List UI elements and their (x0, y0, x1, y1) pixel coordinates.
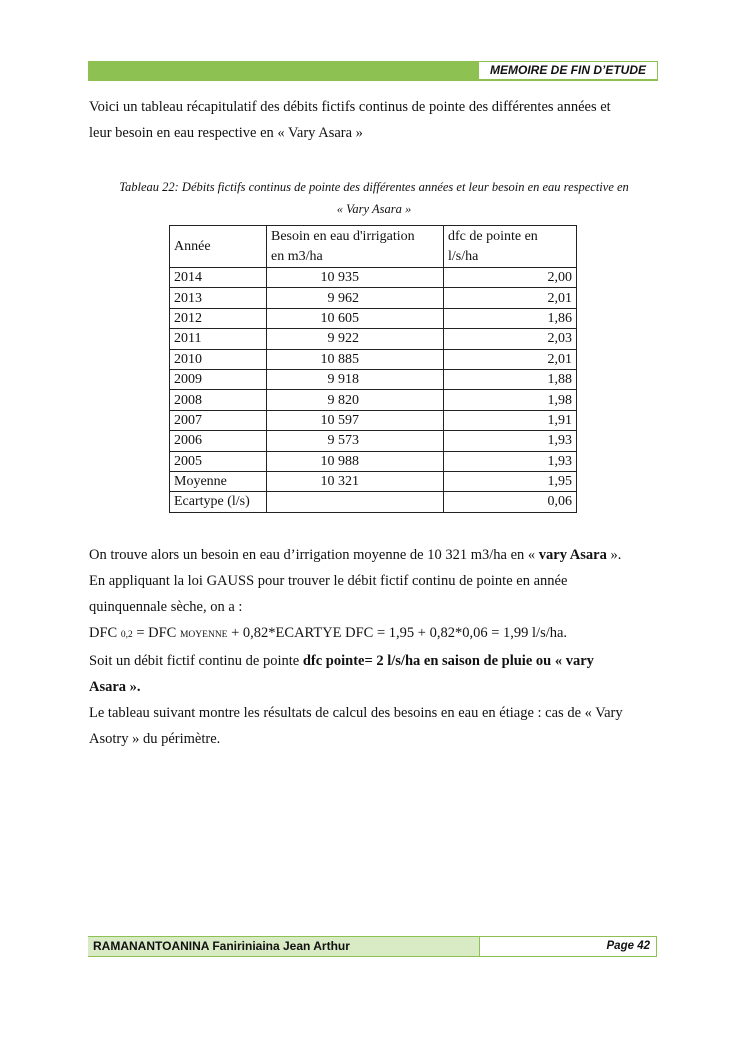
table-caption (89, 174, 659, 218)
cell-besoin-value: 10 321 (320, 474, 359, 490)
data-table (169, 225, 577, 513)
result-line-1-bold: vary Asara (538, 547, 607, 563)
conclusion-text: Soit un débit fictif continu de pointe (89, 653, 303, 669)
header-rule (88, 80, 658, 81)
header-title: MEMOIRE DE FIN D’ETUDE (478, 61, 658, 80)
cell-besoin (267, 451, 444, 471)
intro-line-2: leur besoin en eau respective en « Vary Asara » (89, 125, 363, 141)
cell-besoin-value: 9 922 (327, 331, 359, 347)
header-year: Année (170, 226, 267, 268)
cell-besoin (267, 288, 444, 308)
header-green-bar (88, 61, 478, 80)
cell-dfc: 2,00 (444, 268, 577, 288)
cell-besoin (267, 268, 444, 288)
header-besoin (267, 226, 444, 268)
formula-sub-2: MOYENNE (179, 630, 228, 640)
cell-besoin (267, 329, 444, 349)
cell-dfc: 2,01 (444, 349, 577, 369)
cell-besoin-value: 9 918 (327, 372, 359, 388)
cell-year: Ecartype (l/s) (170, 492, 267, 512)
header-dfc (444, 226, 577, 268)
table-row (170, 308, 577, 328)
cell-besoin (267, 349, 444, 369)
cell-dfc: 1,93 (444, 431, 577, 451)
header-besoin-line-2: en m3/ha (271, 249, 323, 264)
cell-year: 2008 (170, 390, 267, 410)
next-table-line-1: Le tableau suivant montre les résultats de calcul des besoins en eau en étiage : cas de « Vary (89, 705, 623, 721)
cell-year: 2011 (170, 329, 267, 349)
table-row (170, 410, 577, 430)
formula-c: + 0,82*ECARTYE DFC = 1,95 + 0,82*0,06 = 1,99 l/s/ha. (227, 625, 568, 641)
intro-paragraph (89, 94, 649, 146)
table-row (170, 471, 577, 491)
cell-besoin (267, 390, 444, 410)
table-row (170, 431, 577, 451)
cell-dfc: 2,01 (444, 288, 577, 308)
cell-besoin-value: 10 597 (320, 412, 359, 428)
cell-year: 2014 (170, 268, 267, 288)
cell-dfc: 1,98 (444, 390, 577, 410)
cell-besoin-value: 9 820 (327, 392, 359, 408)
cell-year: 2010 (170, 349, 267, 369)
page-footer (88, 936, 659, 957)
cell-year: 2005 (170, 451, 267, 471)
cell-besoin-value: 10 605 (320, 310, 359, 326)
cell-besoin (267, 410, 444, 430)
header-dfc-line-1: dfc de pointe en (448, 229, 538, 244)
table-row (170, 288, 577, 308)
formula-b: = DFC (132, 625, 180, 641)
cell-besoin (267, 492, 444, 512)
footer-author: RAMANANTOANINA Faniriniaina Jean Arthur (88, 936, 479, 957)
cell-besoin-value: 9 962 (327, 290, 359, 306)
table-row (170, 268, 577, 288)
gauss-line-1: En appliquant la loi GAUSS pour trouver le débit fictif continu de pointe en année (89, 573, 568, 589)
cell-dfc: 1,86 (444, 308, 577, 328)
formula-a: DFC (89, 625, 121, 641)
cell-besoin (267, 431, 444, 451)
cell-year: 2006 (170, 431, 267, 451)
caption-line-1: Tableau 22: Débits fictifs continus de pointe des différentes années et leur besoin en eau respective en (119, 180, 629, 194)
footer-page-number: Page 42 (479, 936, 657, 957)
formula-line (89, 620, 659, 648)
conclusion-line-1 (89, 648, 659, 674)
cell-dfc: 0,06 (444, 492, 577, 512)
result-line-1 (89, 542, 659, 568)
cell-dfc: 1,91 (444, 410, 577, 430)
page-header (88, 61, 658, 80)
cell-year: 2012 (170, 308, 267, 328)
table-row (170, 349, 577, 369)
cell-besoin (267, 308, 444, 328)
table-row (170, 390, 577, 410)
cell-besoin-value: 10 988 (320, 453, 359, 469)
caption-line-2: « Vary Asara » (336, 202, 412, 216)
cell-dfc: 1,95 (444, 471, 577, 491)
cell-year: 2009 (170, 369, 267, 389)
cell-besoin-value: 9 573 (327, 433, 359, 449)
cell-dfc: 2,03 (444, 329, 577, 349)
gauss-line-2: quinquennale sèche, on a : (89, 599, 243, 615)
cell-year: 2007 (170, 410, 267, 430)
header-besoin-line-1: Besoin en eau d'irrigation (271, 229, 415, 244)
cell-year: Moyenne (170, 471, 267, 491)
conclusion-line-2: Asara ». (89, 679, 141, 695)
table-header-row (170, 226, 577, 268)
table-row (170, 329, 577, 349)
result-line-1-text: On trouve alors un besoin en eau d’irrigation moyenne de 10 321 m3/ha en « (89, 547, 539, 563)
cell-dfc: 1,93 (444, 451, 577, 471)
cell-besoin (267, 471, 444, 491)
cell-besoin (267, 369, 444, 389)
cell-besoin-value: 10 885 (320, 351, 359, 367)
cell-besoin-value: 10 935 (320, 270, 359, 286)
result-line-1-end: ». (606, 547, 622, 563)
results-paragraph (89, 542, 659, 752)
table-row (170, 451, 577, 471)
intro-line-1: Voici un tableau récapitulatif des débits fictifs continus de pointe des différentes années et (89, 99, 611, 115)
next-table-line-2: Asotry » du périmètre. (89, 731, 221, 747)
header-dfc-line-2: l/s/ha (448, 249, 479, 264)
cell-year: 2013 (170, 288, 267, 308)
formula-sub-1: 0,2 (120, 630, 133, 640)
conclusion-bold: dfc pointe= 2 l/s/ha en saison de pluie ou « vary (302, 653, 594, 669)
table-row (170, 492, 577, 512)
table-row (170, 369, 577, 389)
cell-dfc: 1,88 (444, 369, 577, 389)
